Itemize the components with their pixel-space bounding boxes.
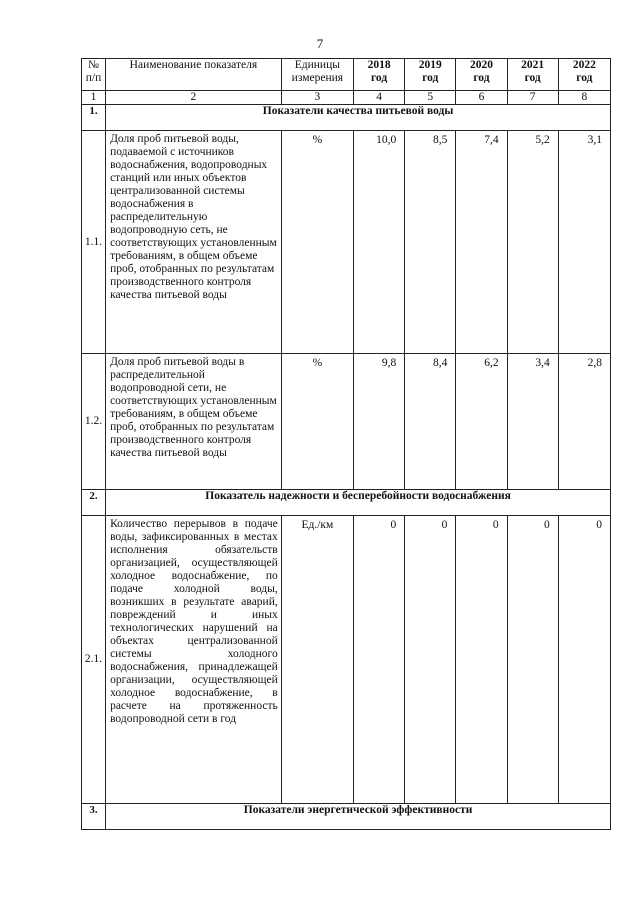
section-row: [82, 105, 611, 131]
col-index: 3: [281, 91, 353, 105]
value-2022: 3,1: [558, 131, 610, 354]
col-index: 7: [507, 91, 558, 105]
indicator-name: Количество перерывов в подаче воды, зафиксированных в местах исполнения обязательств организацией, осуществляющей холодное водоснабжение, по подаче холодной воды, возникших в результате аварий, повреждений и иных технологических нарушений на объектах централизованной системы холодного водоснабжения, принадлежащей организации, осуществляющей холодное водоснабжение, в расчете на протяженность водопроводной сети в год: [106, 516, 282, 804]
value-2021: 5,2: [507, 131, 558, 354]
header-num: № п/п: [82, 59, 106, 91]
col-index: 4: [354, 91, 405, 105]
value-2020: 6,2: [456, 354, 507, 490]
section-number: 3.: [82, 804, 106, 830]
indicator-name: Доля проб питьевой воды в распределительной водопроводной сети, не соответствующих установленным требованиям, в общем объеме проб, отобранных по результатам производственного контроля качества питьевой воды: [106, 354, 282, 490]
col-index: 6: [456, 91, 507, 105]
column-index-row: [82, 91, 611, 105]
row-number: 2.1.: [82, 516, 106, 804]
value-2021: 0: [507, 516, 558, 804]
value-2018: 9,8: [354, 354, 405, 490]
row-number: 1.2.: [82, 354, 106, 490]
header-year-2020: 2020 год: [456, 59, 507, 91]
header-year-2018: 2018 год: [354, 59, 405, 91]
section-row: [82, 490, 611, 516]
row-number: 1.1.: [82, 131, 106, 354]
page-number: 7: [316, 36, 324, 51]
col-index: 2: [106, 91, 282, 105]
value-2022: 0: [558, 516, 610, 804]
value-2019: 0: [405, 516, 456, 804]
header-year-2019: 2019 год: [405, 59, 456, 91]
section-title: Показатели энергетической эффективности: [106, 804, 611, 830]
value-2019: 8,5: [405, 131, 456, 354]
table-header-row: [82, 59, 611, 91]
unit-cell: %: [281, 131, 353, 354]
indicator-name: Доля проб питьевой воды, подаваемой с источников водоснабжения, водопроводных станций или иных объектов централизованной системы водоснабжения в распределительную водопроводную сеть, не соответствующих установленным требованиям, в общем объеме проб, отобранных по результатам производственного контроля качества питьевой воды: [106, 131, 282, 354]
section-row: [82, 804, 611, 830]
indicators-table: [81, 58, 611, 830]
col-index: 8: [558, 91, 610, 105]
col-index: 5: [405, 91, 456, 105]
table-row: [82, 354, 611, 490]
value-2018: 0: [354, 516, 405, 804]
value-2018: 10,0: [354, 131, 405, 354]
col-index: 1: [82, 91, 106, 105]
value-2020: 7,4: [456, 131, 507, 354]
section-number: 2.: [82, 490, 106, 516]
table-row: [82, 516, 611, 804]
unit-cell: Ед./км: [281, 516, 353, 804]
header-year-2021: 2021 год: [507, 59, 558, 91]
section-number: 1.: [82, 105, 106, 131]
unit-cell: %: [281, 354, 353, 490]
value-2021: 3,4: [507, 354, 558, 490]
header-name: Наименование показателя: [106, 59, 282, 91]
header-unit: Единицы измерения: [281, 59, 353, 91]
header-year-2022: 2022 год: [558, 59, 610, 91]
value-2019: 8,4: [405, 354, 456, 490]
table-row: [82, 131, 611, 354]
value-2020: 0: [456, 516, 507, 804]
section-title: Показатели качества питьевой воды: [106, 105, 611, 131]
value-2022: 2,8: [558, 354, 610, 490]
section-title: Показатель надежности и бесперебойности водоснабжения: [106, 490, 611, 516]
